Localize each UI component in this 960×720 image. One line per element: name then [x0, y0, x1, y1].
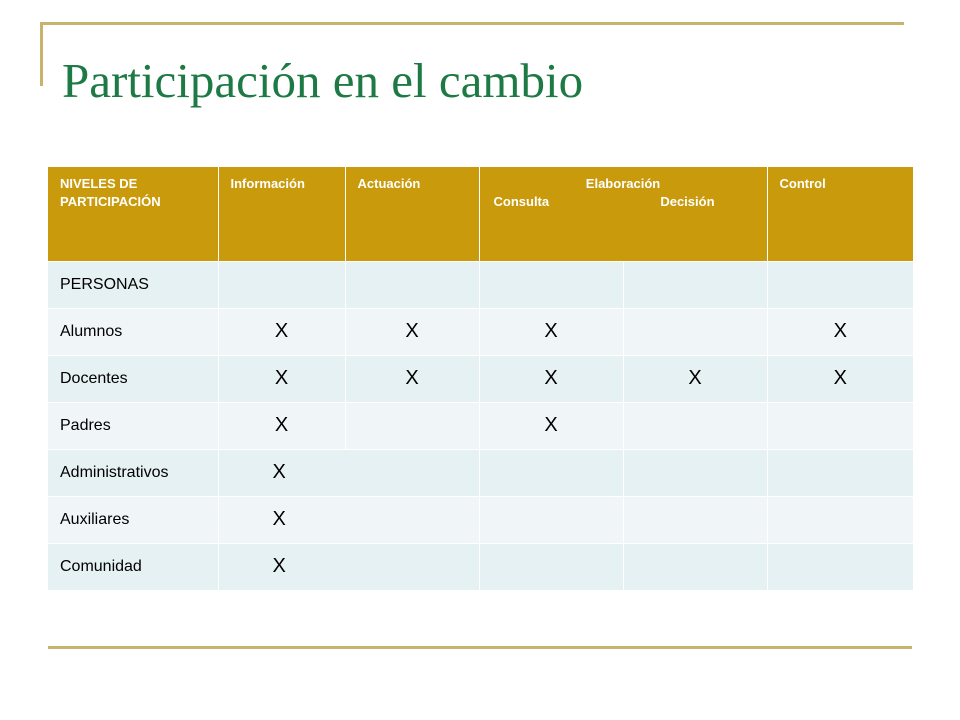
bottom-decorative-line — [48, 646, 912, 649]
cell-consultation: X — [479, 355, 623, 402]
cell-information: X — [218, 402, 345, 449]
cell-control — [767, 402, 913, 449]
table-row — [48, 449, 913, 496]
participation-table — [48, 167, 913, 591]
row-label: Administrativos — [48, 449, 218, 496]
row-label: PERSONAS — [48, 261, 218, 308]
table-row — [48, 261, 913, 308]
cell-action: X — [345, 308, 479, 355]
table-row — [48, 308, 913, 355]
cell-information: X — [218, 543, 479, 590]
row-label: Auxiliares — [48, 496, 218, 543]
slide-title: Participación en el cambio — [62, 53, 584, 108]
cell-consultation — [479, 496, 623, 543]
cell-information: X — [218, 449, 479, 496]
cell-decision — [623, 543, 767, 590]
cell-consultation — [479, 449, 623, 496]
header-information: Información — [218, 167, 345, 261]
cell-consultation — [479, 543, 623, 590]
cell-information: X — [218, 355, 345, 402]
header-elaboration-label: Elaboración — [585, 176, 661, 191]
table-row — [48, 402, 913, 449]
cell-decision — [623, 308, 767, 355]
header-action: Actuación — [345, 167, 479, 261]
header-control: Control — [767, 167, 913, 261]
left-decorative-line — [40, 22, 43, 86]
cell-decision — [623, 496, 767, 543]
cell-decision — [623, 449, 767, 496]
header-decision: Decisión — [660, 194, 715, 209]
cell-control — [767, 496, 913, 543]
cell-action: X — [345, 355, 479, 402]
cell-decision — [623, 261, 767, 308]
cell-control: X — [767, 355, 913, 402]
header-elaboration-sublabels — [480, 193, 767, 211]
cell-consultation: X — [479, 402, 623, 449]
row-label: Alumnos — [48, 308, 218, 355]
header-consultation: Consulta — [493, 194, 550, 209]
row-label: Padres — [48, 402, 218, 449]
row-label: Docentes — [48, 355, 218, 402]
table-row — [48, 355, 913, 402]
table-row — [48, 496, 913, 543]
header-elaboration — [479, 167, 767, 261]
row-label: Comunidad — [48, 543, 218, 590]
header-row — [48, 167, 913, 261]
cell-consultation: X — [479, 308, 623, 355]
cell-action — [345, 261, 479, 308]
top-decorative-line — [40, 22, 904, 25]
cell-control — [767, 449, 913, 496]
cell-information — [218, 261, 345, 308]
cell-control — [767, 543, 913, 590]
cell-control: X — [767, 308, 913, 355]
table-row — [48, 543, 913, 590]
cell-decision — [623, 402, 767, 449]
cell-consultation — [479, 261, 623, 308]
cell-information: X — [218, 496, 479, 543]
header-levels: NIVELES DE PARTICIPACIÓN — [48, 167, 218, 261]
cell-decision: X — [623, 355, 767, 402]
cell-action — [345, 402, 479, 449]
cell-control — [767, 261, 913, 308]
cell-information: X — [218, 308, 345, 355]
